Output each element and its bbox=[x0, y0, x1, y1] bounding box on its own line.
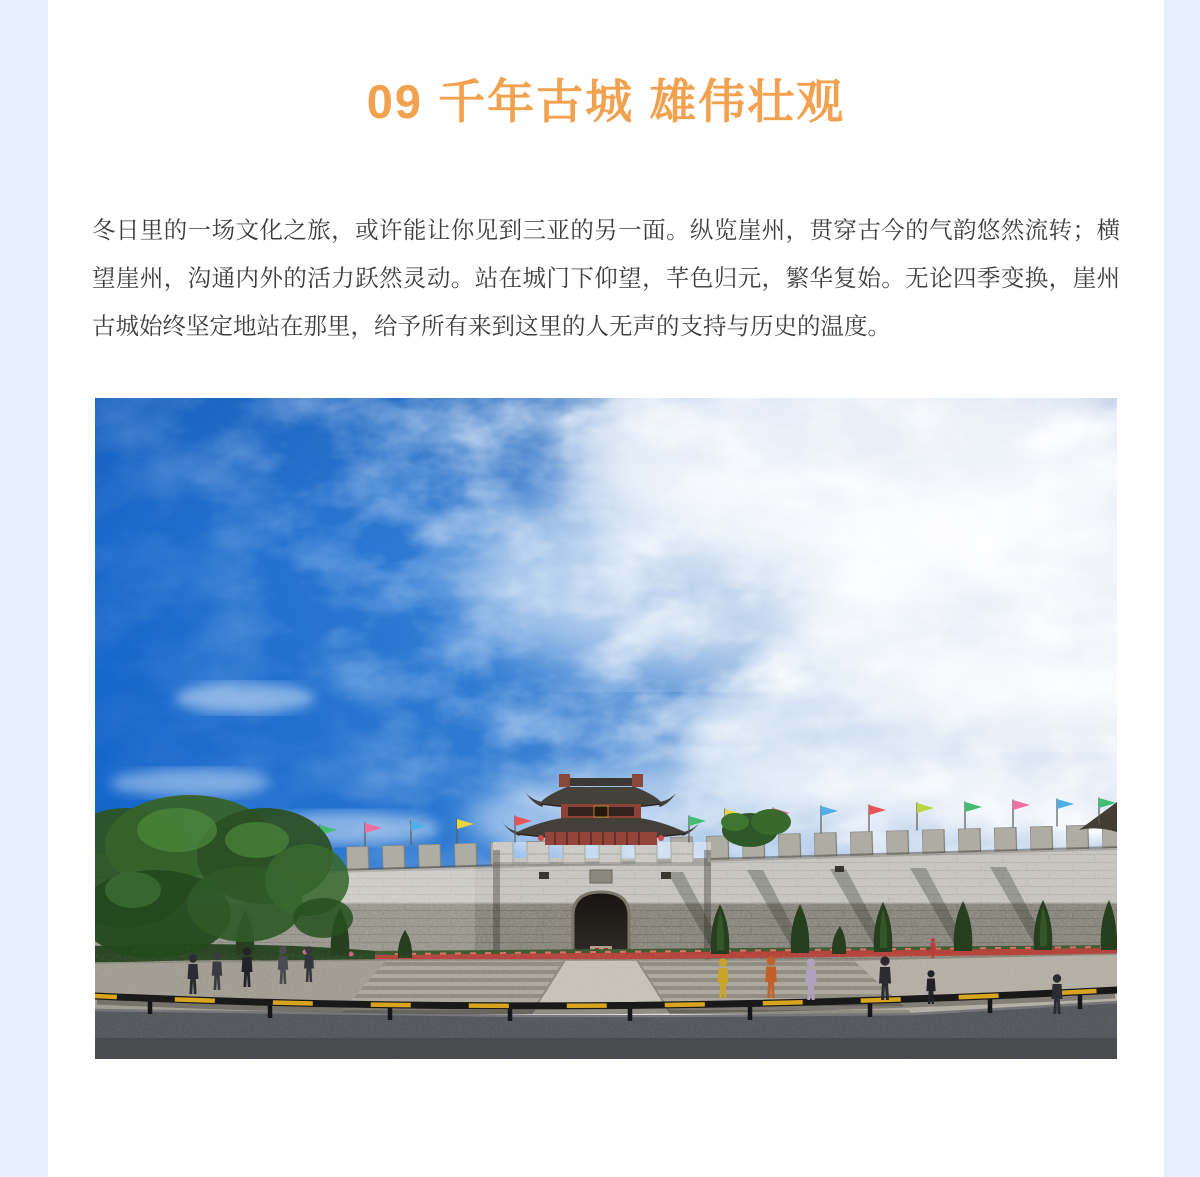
article-paragraph: 冬日里的一场文化之旅，或许能让你见到三亚的另一面。纵览崖州，贯穿古今的气韵悠然流转；横望崖州，沟通内外的活力跃然灵动。站在城门下仰望，芊色归元，繁华复始。无论四季变换，崖州古城始终坚定地站在那里，给予所有来到这里的人无声的支持与历史的温度。 bbox=[92, 217, 1120, 339]
article-content bbox=[48, 0, 1164, 1059]
city-wall-photo bbox=[95, 398, 1117, 1059]
article-card bbox=[48, 0, 1164, 1177]
page-title: 09 千年古城 雄伟壮观 bbox=[366, 75, 846, 128]
